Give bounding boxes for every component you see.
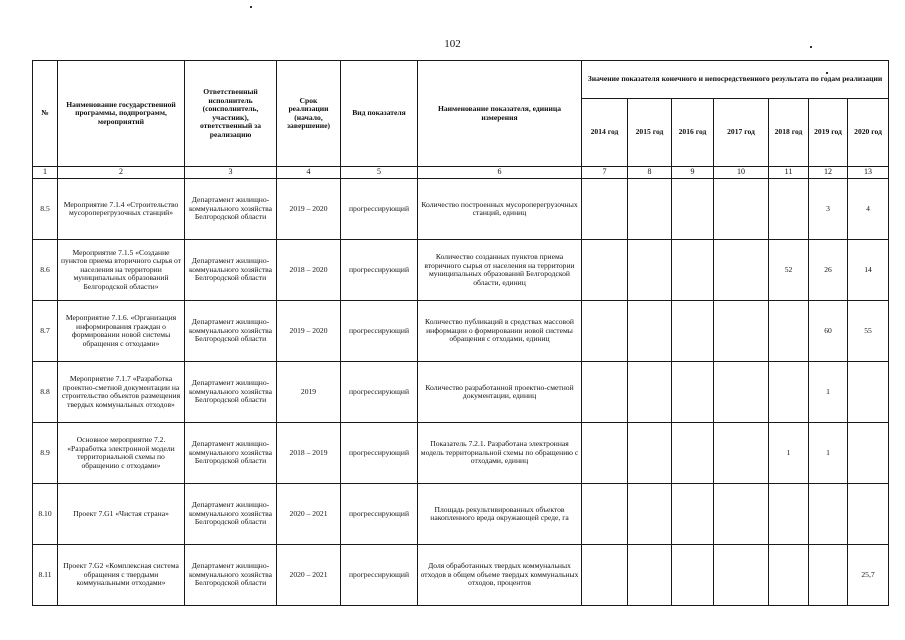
year-value-cell [769, 484, 809, 545]
measure-name-cell: Проект 7.G1 «Чистая страна» [58, 484, 185, 545]
year-value-cell: 14 [848, 240, 889, 301]
year-value-cell [672, 179, 714, 240]
row-num-cell: 8.7 [33, 301, 58, 362]
year-value-cell: 1 [769, 423, 809, 484]
header-year: 2018 год [769, 99, 809, 167]
year-value-cell [672, 301, 714, 362]
scan-speck [250, 6, 252, 8]
scan-speck [810, 46, 812, 48]
column-number: 12 [809, 167, 848, 179]
year-value-cell [628, 240, 672, 301]
row-num-cell: 8.5 [33, 179, 58, 240]
table-row [33, 545, 889, 606]
year-value-cell [769, 545, 809, 606]
year-value-cell [672, 545, 714, 606]
column-number: 5 [341, 167, 418, 179]
indicator-type-cell: прогрессирующий [341, 240, 418, 301]
year-value-cell [714, 423, 769, 484]
term-cell: 2020 – 2021 [277, 545, 341, 606]
header-year: 2014 год [582, 99, 628, 167]
year-value-cell: 60 [809, 301, 848, 362]
column-number: 10 [714, 167, 769, 179]
table-row [33, 484, 889, 545]
year-value-cell [714, 179, 769, 240]
row-num-cell: 8.9 [33, 423, 58, 484]
year-value-cell [582, 301, 628, 362]
column-number: 7 [582, 167, 628, 179]
row-num-cell: 8.10 [33, 484, 58, 545]
indicator-name-cell: Количество разработанной проектно-сметной документации, единиц [418, 362, 582, 423]
header-year: 2015 год [628, 99, 672, 167]
year-value-cell: 52 [769, 240, 809, 301]
year-value-cell: 55 [848, 301, 889, 362]
measure-name-cell: Мероприятие 7.1.5 «Создание пунктов приема вторичного сырья от населения на территории муниципальных образований Белгородской области» [58, 240, 185, 301]
year-value-cell [582, 423, 628, 484]
header-num: № [33, 61, 58, 167]
year-value-cell [582, 240, 628, 301]
year-value-cell: 25,7 [848, 545, 889, 606]
header-executor: Ответственный исполнитель (соисполнитель, участник), ответственный за реализацию [185, 61, 277, 167]
column-number: 6 [418, 167, 582, 179]
year-value-cell [628, 179, 672, 240]
indicator-type-cell: прогрессирующий [341, 423, 418, 484]
indicator-type-cell: прогрессирующий [341, 484, 418, 545]
executor-cell: Департамент жилищно-коммунального хозяйства Белгородской области [185, 545, 277, 606]
table-row [33, 423, 889, 484]
year-value-cell [848, 423, 889, 484]
indicator-name-cell: Показатель 7.2.1. Разработана электронная модель территориальной схемы по обращению с отходами, единиц [418, 423, 582, 484]
executor-cell: Департамент жилищно-коммунального хозяйства Белгородской области [185, 423, 277, 484]
column-number: 3 [185, 167, 277, 179]
executor-cell: Департамент жилищно-коммунального хозяйства Белгородской области [185, 484, 277, 545]
header-term: Срок реализации (начало, завершение) [277, 61, 341, 167]
executor-cell: Департамент жилищно-коммунального хозяйства Белгородской области [185, 301, 277, 362]
indicator-name-cell: Доля обработанных твердых коммунальных отходов в общем объеме твердых коммунальных отходов, процентов [418, 545, 582, 606]
year-value-cell [582, 484, 628, 545]
term-cell: 2019 – 2020 [277, 179, 341, 240]
indicator-table [32, 60, 889, 606]
year-value-cell [582, 545, 628, 606]
measure-name-cell: Мероприятие 7.1.7 «Разработка проектно-сметной документации на строительство объектов размещения твердых коммунальных отходов» [58, 362, 185, 423]
table-row [33, 301, 889, 362]
year-value-cell [628, 423, 672, 484]
table-row [33, 179, 889, 240]
term-cell: 2019 – 2020 [277, 301, 341, 362]
header-name: Наименование государственной программы, подпрограмм, мероприятий [58, 61, 185, 167]
year-value-cell [848, 362, 889, 423]
column-number: 13 [848, 167, 889, 179]
year-value-cell [809, 545, 848, 606]
year-value-cell [628, 301, 672, 362]
year-value-cell [672, 484, 714, 545]
year-value-cell [672, 423, 714, 484]
indicator-type-cell: прогрессирующий [341, 301, 418, 362]
year-value-cell [582, 362, 628, 423]
column-number: 9 [672, 167, 714, 179]
term-cell: 2019 [277, 362, 341, 423]
year-value-cell [714, 240, 769, 301]
year-value-cell [672, 362, 714, 423]
year-value-cell: 26 [809, 240, 848, 301]
header-values-group: Значение показателя конечного и непосредственного результата по годам реализации [582, 61, 889, 99]
year-value-cell: 4 [848, 179, 889, 240]
header-year: 2017 год [714, 99, 769, 167]
year-value-cell [714, 484, 769, 545]
header-indicator-type: Вид показателя [341, 61, 418, 167]
term-cell: 2018 – 2020 [277, 240, 341, 301]
executor-cell: Департамент жилищно-коммунального хозяйства Белгородской области [185, 240, 277, 301]
year-value-cell [714, 301, 769, 362]
scan-speck [826, 72, 828, 74]
year-value-cell [672, 240, 714, 301]
row-num-cell: 8.6 [33, 240, 58, 301]
executor-cell: Департамент жилищно-коммунального хозяйства Белгородской области [185, 179, 277, 240]
year-value-cell [848, 484, 889, 545]
term-cell: 2018 – 2019 [277, 423, 341, 484]
indicator-type-cell: прогрессирующий [341, 545, 418, 606]
year-value-cell [769, 362, 809, 423]
year-value-cell [809, 484, 848, 545]
year-value-cell [628, 362, 672, 423]
header-indicator-name: Наименование показателя, единица измерения [418, 61, 582, 167]
header-year: 2016 год [672, 99, 714, 167]
header-year: 2020 год [848, 99, 889, 167]
table-row [33, 240, 889, 301]
indicator-name-cell: Площадь рекультивированных объектов накопленного вреда окружающей среде, га [418, 484, 582, 545]
indicator-name-cell: Количество построенных мусороперегрузочных станций, единиц [418, 179, 582, 240]
year-value-cell [769, 301, 809, 362]
indicator-name-cell: Количество публикаций в средствах массовой информации о формировании новой системы обращения с отходами, единиц [418, 301, 582, 362]
column-number: 8 [628, 167, 672, 179]
measure-name-cell: Проект 7.G2 «Комплексная система обращения с твердыми коммунальными отходами» [58, 545, 185, 606]
year-value-cell: 3 [809, 179, 848, 240]
year-value-cell: 1 [809, 362, 848, 423]
table-row [33, 362, 889, 423]
row-num-cell: 8.8 [33, 362, 58, 423]
column-number: 1 [33, 167, 58, 179]
year-value-cell [769, 179, 809, 240]
header-year: 2019 год [809, 99, 848, 167]
year-value-cell: 1 [809, 423, 848, 484]
measure-name-cell: Мероприятие 7.1.4 «Строительство мусороперегрузочных станций» [58, 179, 185, 240]
measure-name-cell: Мероприятие 7.1.6. «Организация информирования граждан о формировании новой системы обращения с отходами» [58, 301, 185, 362]
row-num-cell: 8.11 [33, 545, 58, 606]
column-number: 11 [769, 167, 809, 179]
column-number: 4 [277, 167, 341, 179]
year-value-cell [628, 545, 672, 606]
page-number: 102 [444, 38, 461, 50]
indicator-type-cell: прогрессирующий [341, 179, 418, 240]
column-number: 2 [58, 167, 185, 179]
indicator-type-cell: прогрессирующий [341, 362, 418, 423]
year-value-cell [714, 545, 769, 606]
year-value-cell [582, 179, 628, 240]
indicator-name-cell: Количество созданных пунктов приема вторичного сырья от населения на территории муниципальных образований Белгородской области, единиц [418, 240, 582, 301]
executor-cell: Департамент жилищно-коммунального хозяйства Белгородской области [185, 362, 277, 423]
term-cell: 2020 – 2021 [277, 484, 341, 545]
year-value-cell [628, 484, 672, 545]
year-value-cell [714, 362, 769, 423]
measure-name-cell: Основное мероприятие 7.2. «Разработка электронной модели территориальной схемы по обращению с отходами» [58, 423, 185, 484]
column-numbers-row [33, 167, 889, 179]
